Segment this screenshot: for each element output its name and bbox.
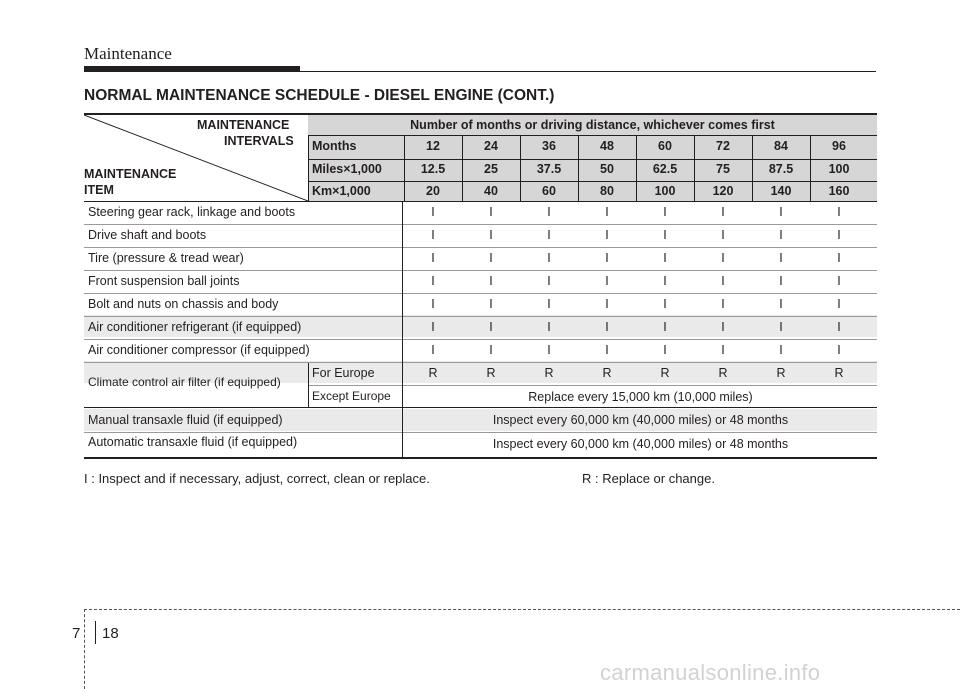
item-value: I (721, 251, 725, 265)
interval-caption: Number of months or driving distance, whichever comes first (410, 118, 775, 132)
item-value: I (547, 343, 551, 357)
item-value: I (431, 251, 435, 265)
item-value: I (489, 274, 493, 288)
item-row-rule (84, 224, 877, 225)
interval-value: 72 (716, 139, 730, 153)
maintenance-schedule-table (84, 113, 877, 459)
interval-value: 96 (832, 139, 846, 153)
climate-europe-value: R (544, 366, 554, 380)
header-grid-line (694, 135, 695, 201)
header-grid-line (308, 135, 309, 201)
interval-row-rule (308, 181, 877, 182)
interval-value: 100 (828, 162, 850, 176)
item-name: Tire (pressure & tread wear) (88, 251, 244, 265)
header-rule (300, 71, 876, 72)
item-value: I (431, 205, 435, 219)
chapter-number: 7 (72, 625, 81, 642)
item-grid-line (402, 201, 403, 363)
interval-value: 25 (484, 162, 498, 176)
item-value: I (489, 297, 493, 311)
interval-value: 120 (712, 184, 734, 198)
item-value: I (837, 297, 841, 311)
interval-value: 40 (484, 184, 498, 198)
interval-value: 87.5 (768, 162, 794, 176)
item-value: I (779, 297, 783, 311)
item-value: I (663, 297, 667, 311)
interval-value: 36 (542, 139, 556, 153)
interval-value: 160 (828, 184, 850, 198)
section-title: Maintenance (84, 44, 172, 63)
manual-note: Inspect every 60,000 km (40,000 miles) or 48 months (492, 413, 789, 427)
page-guide-vertical (84, 609, 85, 689)
item-value: I (489, 205, 493, 219)
climate-other-note: Replace every 15,000 km (10,000 miles) (528, 390, 753, 404)
item-value: I (663, 343, 667, 357)
item-value: I (721, 274, 725, 288)
interval-value: 24 (484, 139, 498, 153)
interval-value: 140 (770, 184, 792, 198)
interval-row-rule (308, 159, 877, 160)
item-value: I (721, 320, 725, 334)
item-row-rule (84, 362, 877, 363)
interval-value: 60 (542, 184, 556, 198)
interval-value: 48 (600, 139, 614, 153)
item-value: I (431, 297, 435, 311)
corner-intervals-label: INTERVALS (224, 134, 294, 148)
header-grid-line (578, 135, 579, 201)
climate-europe-value: R (486, 366, 496, 380)
item-value: I (547, 297, 551, 311)
interval-row-label: Km×1,000 (312, 184, 371, 198)
item-value: I (547, 251, 551, 265)
header-grid-line (462, 135, 463, 201)
interval-value: 60 (658, 139, 672, 153)
climate-bottom-rule (84, 407, 877, 408)
item-name: Air conditioner compressor (if equipped) (88, 343, 310, 357)
table-top-rule (84, 113, 877, 115)
climate-item-name: Climate control air filter (if equipped) (88, 375, 281, 389)
item-name: Bolt and nuts on chassis and body (88, 297, 279, 311)
item-value: I (547, 205, 551, 219)
item-value: I (721, 297, 725, 311)
corner-intervals-label: MAINTENANCE (197, 118, 290, 132)
climate-europe-value: R (660, 366, 670, 380)
table-bottom-rule (84, 457, 877, 459)
header-grid-line (752, 135, 753, 201)
item-value: I (837, 251, 841, 265)
manual-item-name: Manual transaxle fluid (if equipped) (88, 413, 283, 427)
header-bar (84, 66, 300, 72)
interval-value: 12 (426, 139, 440, 153)
item-value: I (779, 320, 783, 334)
item-row-rule (84, 316, 877, 317)
item-value: I (605, 205, 609, 219)
item-value: I (489, 251, 493, 265)
item-value: I (837, 274, 841, 288)
interval-row-label: Months (312, 139, 357, 153)
climate-europe-value: R (834, 366, 844, 380)
item-name: Air conditioner refrigerant (if equipped) (88, 320, 302, 334)
climate-europe-value: R (718, 366, 728, 380)
legend-replace: R : Replace or change. (582, 471, 715, 486)
item-value: I (837, 228, 841, 242)
interval-value: 75 (716, 162, 730, 176)
item-name: Front suspension ball joints (88, 274, 240, 288)
legend-inspect: I : Inspect and if necessary, adjust, correct, clean or replace. (84, 471, 430, 486)
page-guide-horizontal (84, 609, 960, 610)
interval-value: 100 (654, 184, 676, 198)
item-value: I (721, 228, 725, 242)
item-value: I (779, 343, 783, 357)
item-value: I (779, 251, 783, 265)
item-name: Drive shaft and boots (88, 228, 207, 242)
page-number: 18 (102, 625, 119, 642)
item-value: I (663, 205, 667, 219)
item-value: I (431, 343, 435, 357)
item-value: I (547, 228, 551, 242)
item-row-rule (84, 247, 877, 248)
automatic-item-name: Automatic transaxle fluid (if equipped) (88, 435, 298, 449)
schedule-title: NORMAL MAINTENANCE SCHEDULE - DIESEL ENGINE (CONT.) (84, 87, 555, 104)
item-value: I (605, 343, 609, 357)
interval-value: 37.5 (536, 162, 562, 176)
item-value: I (431, 228, 435, 242)
item-grid-line (402, 407, 403, 457)
manual-bottom-rule (84, 432, 877, 433)
item-value: I (663, 251, 667, 265)
climate-europe-value: R (602, 366, 612, 380)
climate-grid-line (402, 363, 403, 407)
header-bottom-rule (84, 201, 877, 202)
climate-europe-value: R (776, 366, 786, 380)
item-value: I (605, 228, 609, 242)
item-value: I (605, 251, 609, 265)
item-value: I (721, 343, 725, 357)
header-grid-line (404, 135, 405, 201)
item-value: I (605, 297, 609, 311)
item-value: I (721, 205, 725, 219)
interval-value: 20 (426, 184, 440, 198)
automatic-note: Inspect every 60,000 km (40,000 miles) or 48 months (492, 437, 789, 451)
climate-europe-label: For Europe (312, 366, 375, 380)
climate-other-label: Except Europe (312, 389, 391, 403)
interval-value: 50 (600, 162, 614, 176)
climate-split-rule (308, 385, 877, 386)
interval-value: 84 (774, 139, 788, 153)
item-row-rule (84, 293, 877, 294)
item-row-rule (84, 339, 877, 340)
item-value: I (547, 274, 551, 288)
interval-row-label: Miles×1,000 (312, 162, 382, 176)
interval-value: 62.5 (652, 162, 678, 176)
item-value: I (489, 343, 493, 357)
header-grid-line (636, 135, 637, 201)
item-value: I (837, 320, 841, 334)
item-value: I (547, 320, 551, 334)
item-value: I (779, 274, 783, 288)
interval-value: 80 (600, 184, 614, 198)
item-value: I (431, 320, 435, 334)
page-number-divider (95, 621, 96, 644)
item-value: I (663, 320, 667, 334)
item-value: I (489, 320, 493, 334)
item-value: I (837, 205, 841, 219)
item-value: I (663, 228, 667, 242)
item-value: I (779, 228, 783, 242)
header-grid-line (810, 135, 811, 201)
climate-grid-line (308, 363, 309, 407)
item-value: I (605, 320, 609, 334)
item-value: I (779, 205, 783, 219)
corner-item-label: ITEM (84, 183, 114, 197)
item-value: I (431, 274, 435, 288)
item-value: I (837, 343, 841, 357)
corner-item-label: MAINTENANCE (84, 167, 177, 181)
interval-row-rule (308, 135, 877, 136)
item-value: I (663, 274, 667, 288)
item-value: I (489, 228, 493, 242)
item-name: Steering gear rack, linkage and boots (88, 205, 296, 219)
item-row-rule (84, 270, 877, 271)
header-grid-line (520, 135, 521, 201)
interval-value: 12.5 (420, 162, 446, 176)
item-value: I (605, 274, 609, 288)
climate-europe-value: R (428, 366, 438, 380)
watermark: carmanualsonline.info (600, 660, 821, 685)
